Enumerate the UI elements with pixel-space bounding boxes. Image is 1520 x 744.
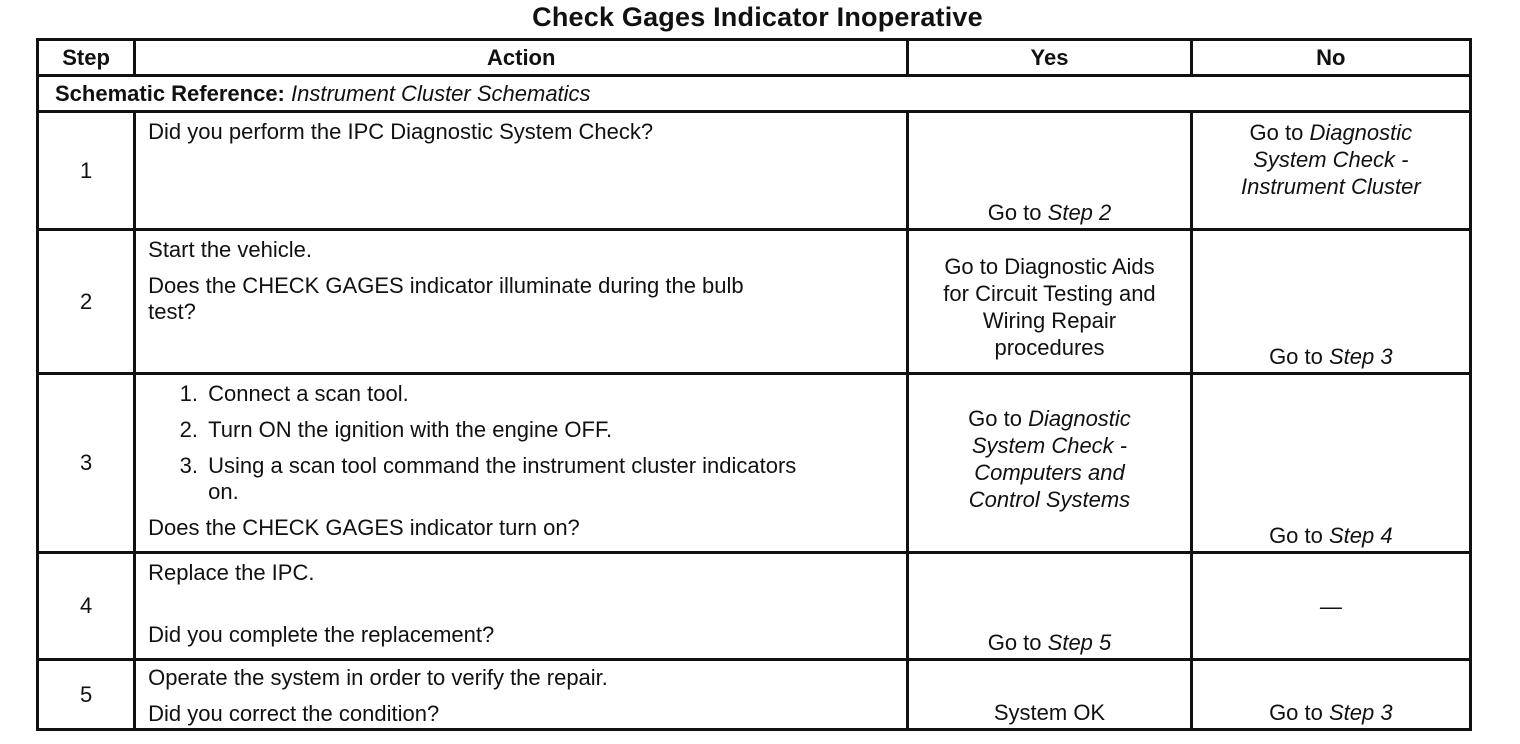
step-number: 2 [38, 230, 135, 374]
no-result: Go to Step 3 [1269, 700, 1393, 725]
action-cell [135, 230, 908, 374]
header-no: No [1191, 40, 1470, 76]
step-number: 1 [38, 112, 135, 230]
no-result: Go to Step 3 [1269, 344, 1393, 369]
action-text: Operate the system in order to verify the repair. [148, 665, 608, 690]
step-number: 5 [38, 660, 135, 730]
yes-result: Go to Step 2 [987, 200, 1112, 225]
header-step: Step [38, 40, 135, 76]
header-action: Action [135, 40, 908, 76]
no-result: Go to Step 4 [1269, 523, 1393, 548]
action-text: Did you perform the IPC Diagnostic System Check? [148, 119, 654, 144]
action-text: Did you correct the condition? [148, 701, 440, 726]
yes-cell [908, 660, 1191, 730]
table-row [38, 230, 1471, 374]
action-text: Replace the IPC. [148, 560, 315, 585]
list-item: 2. Turn ON the ignition with the engine OFF. [204, 417, 796, 443]
no-cell [1191, 112, 1470, 230]
no-result: — [1319, 593, 1342, 619]
table-row [38, 553, 1471, 660]
action-text: Does the CHECK GAGES indicator illuminate during the bulb test? [148, 273, 744, 324]
no-result: Go to Diagnostic System Check - Instrument Cluster [1240, 120, 1421, 199]
action-text: Does the CHECK GAGES indicator turn on? [148, 515, 580, 540]
list-item: 3. Using a scan tool command the instrument cluster indicators on. [204, 453, 796, 505]
yes-result: Go to Diagnostic Aids for Circuit Testing and Wiring Repair procedures [943, 254, 1156, 360]
yes-result: Go to Diagnostic System Check - Computers and Control Systems [968, 406, 1131, 512]
no-cell [1191, 553, 1470, 660]
schematic-reference-row [38, 76, 1471, 112]
table-row [38, 660, 1471, 730]
step-number: 4 [38, 553, 135, 660]
procedure-list [148, 381, 796, 505]
list-item: 1. Connect a scan tool. [204, 381, 796, 407]
action-cell [135, 374, 908, 553]
header-row [38, 40, 1471, 76]
diagnostic-table [36, 38, 1472, 731]
step-number: 3 [38, 374, 135, 553]
page-title: Check Gages Indicator Inoperative [532, 2, 983, 32]
yes-cell [908, 374, 1191, 553]
yes-cell [908, 553, 1191, 660]
header-yes: Yes [908, 40, 1191, 76]
yes-cell [908, 230, 1191, 374]
action-cell [135, 660, 908, 730]
table-row [38, 374, 1471, 553]
schematic-reference [38, 76, 1471, 112]
action-cell [135, 112, 908, 230]
no-cell [1191, 660, 1470, 730]
yes-result: Go to Step 5 [987, 630, 1112, 655]
table-row [38, 112, 1471, 230]
reference-label: Schematic Reference: [55, 80, 285, 106]
action-cell [135, 553, 908, 660]
action-text: Did you complete the replacement? [148, 622, 495, 647]
yes-result: System OK [993, 700, 1106, 725]
action-text: Start the vehicle. [148, 237, 313, 262]
no-cell [1191, 230, 1470, 374]
no-cell [1191, 374, 1470, 553]
reference-value: Instrument Cluster Schematics [291, 80, 591, 106]
yes-cell [908, 112, 1191, 230]
